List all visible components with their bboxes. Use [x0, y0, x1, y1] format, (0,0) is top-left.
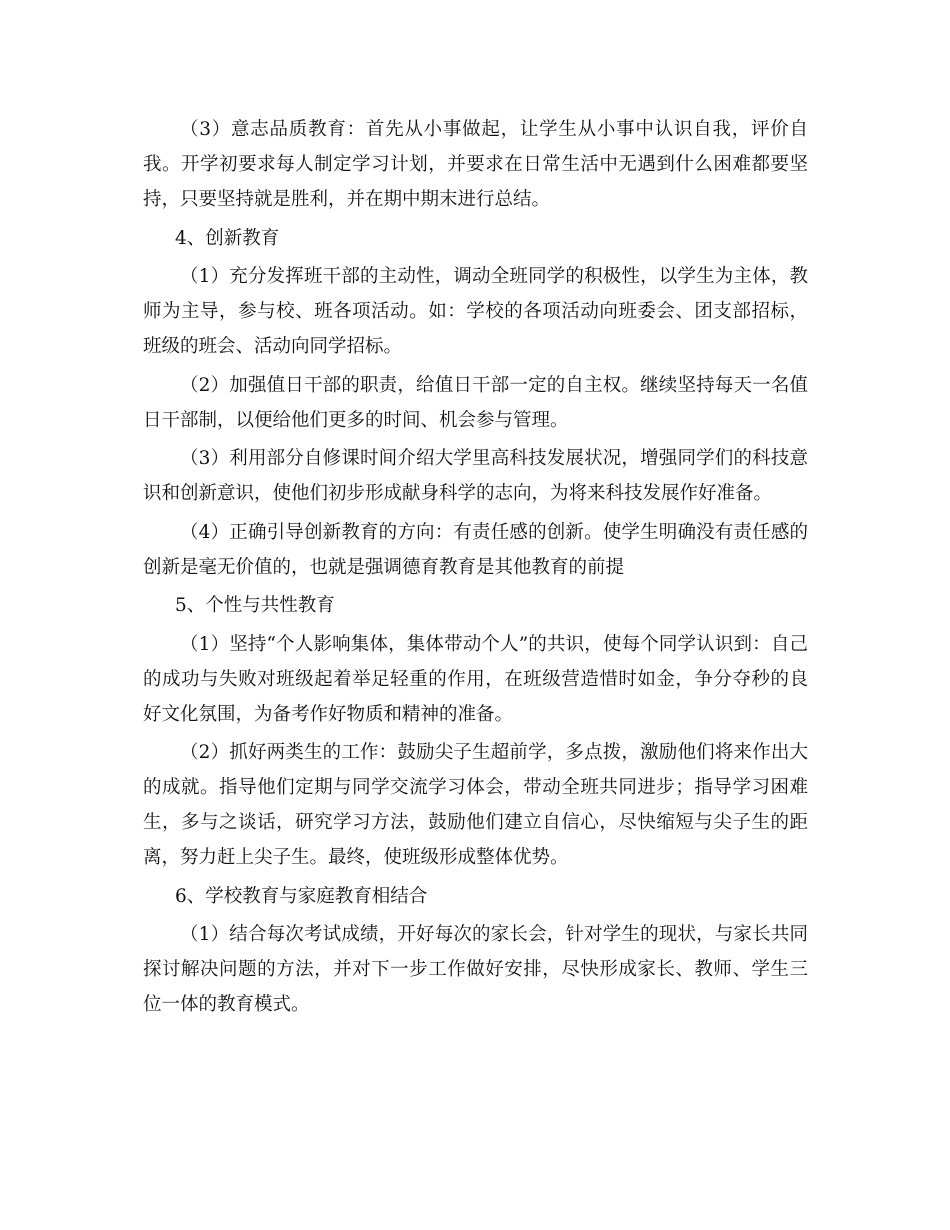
paragraph-parent-meetings: （1）结合每次考试成绩，开好每次的家长会，针对学生的现状，与家长共同探讨解决问题的方法，并对下一步工作做好安排，尽快形成家长、教师、学生三位一体的教育模式。	[143, 924, 808, 1015]
document-body	[143, 112, 808, 1026]
section-heading-school-family: 6、学校教育与家庭教育相结合	[175, 885, 428, 907]
paragraph-two-types-students: （2）抓好两类生的工作：鼓励尖子生超前学，多点拨，激励他们将来作出大的成就。指导他们定期与同学交流学习体会，带动全班共同进步；指导学习困难生，多与之谈话，研究学习方法，鼓励他们建立自信心，尽快缩短与尖子生的距离，努力赶上尖子生。最终，使班级形成整体优势。	[143, 742, 808, 868]
paragraph-innovation-direction: （4）正确引导创新教育的方向：有责任感的创新。使学生明确没有责任感的创新是毫无价值的，也就是强调德育教育是其他教育的前提	[143, 521, 808, 578]
paragraph-duty-cadre: （2）加强值日干部的职责，给值日干部一定的自主权。继续坚持每天一名值日干部制，以便给他们更多的时间、机会参与管理。	[143, 374, 808, 431]
paragraph-class-cadre-initiative: （1）充分发挥班干部的主动性，调动全班同学的积极性，以学生为主体，教师为主导，参与校、班各项活动。如：学校的各项活动向班委会、团支部招标，班级的班会、活动向同学招标。	[143, 266, 808, 357]
paragraph-collective-consensus: （1）坚持“个人影响集体，集体带动个人”的共识，使每个同学认识到：自己的成功与失败对班级起着举足轻重的作用，在班级营造惜时如金，争分夺秒的良好文化氛围，为备考作好物质和精神的准备。	[143, 633, 808, 725]
paragraph-technology-awareness: （3）利用部分自修课时间介绍大学里高科技发展状况，增强同学们的科技意识和创新意识，使他们初步形成献身科学的志向，为将来科技发展作好准备。	[143, 448, 808, 504]
section-heading-individuality-commonality: 5、个性与共性教育	[175, 595, 335, 616]
paragraph-willpower-education: （3）意志品质教育：首先从小事做起，让学生从小事中认识自我，评价自我。开学初要求每人制定学习计划，并要求在日常生活中无遇到什么困难都要坚持，只要坚持就是胜利，并在期中期末进行总结。	[143, 119, 808, 210]
section-heading-innovation-education: 4、创新教育	[175, 227, 280, 249]
